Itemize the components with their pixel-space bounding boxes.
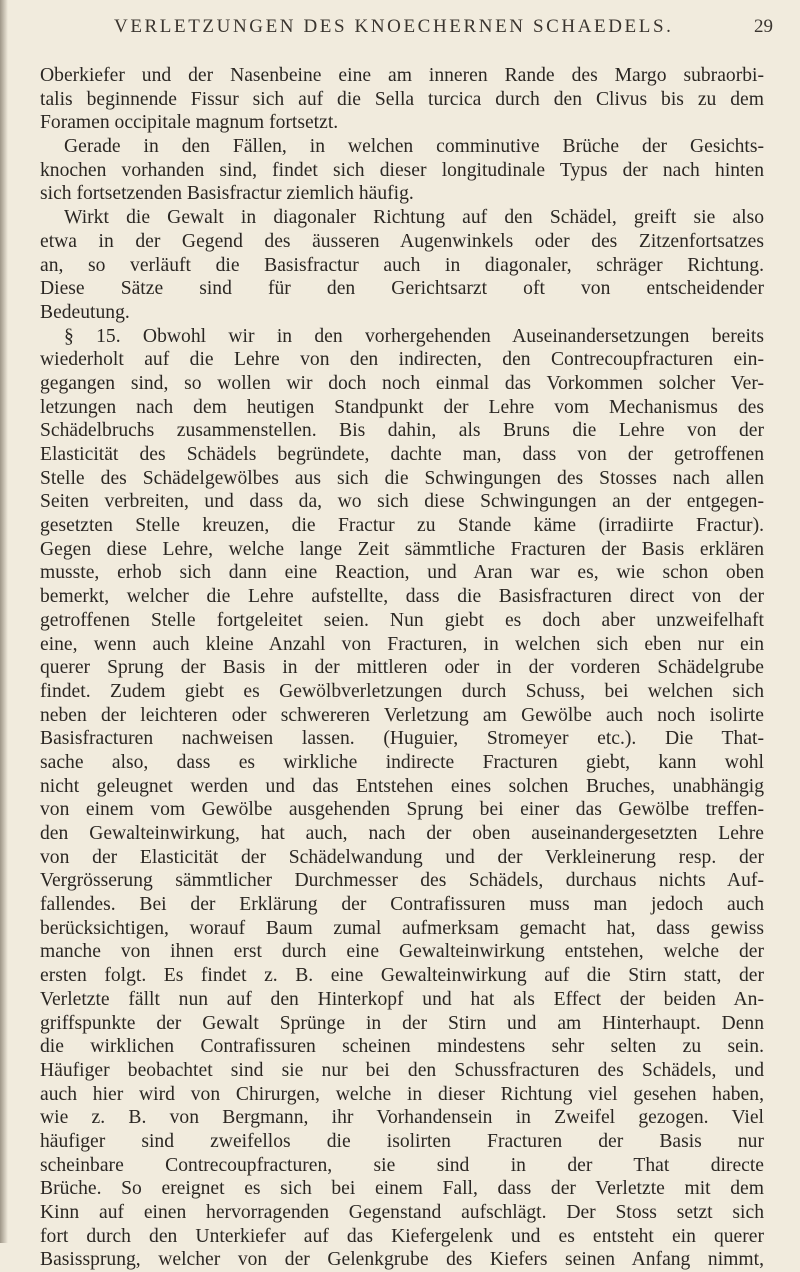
text-line: Vergrösserung sämmtlicher Durchmesser des Schädels, durchaus nichts Auf- [40,870,764,892]
text-line: Verletzte fällt nun auf den Hinterkopf und hat als Effect der beiden An- [40,988,764,1010]
body-text [40,64,764,1272]
text-line: berücksichtigen, worauf Baum zumal aufmerksam gemacht hat, dass gewiss [40,917,764,939]
text-line: Basissprung, welcher von der Gelenkgrube des Kiefers seinen Anfang nimmt, [40,1249,764,1271]
text-line: sich fortsetzenden Basisfractur ziemlich häufig. [40,183,414,205]
text-line: von der Elasticität der Schädelwandung und der Verkleinerung resp. der [40,846,764,868]
text-line: Foramen occipitale magnum fortsetzt. [40,112,339,134]
text-line: scheinbare Contrecoupfracturen, sie sind in der That directe [40,1154,764,1176]
text-line: häufiger sind zweifellos die isolirten Fracturen der Basis nur [40,1130,764,1152]
text-line: die wirklichen Contrafissuren scheinen mindestens sehr selten zu sein. [40,1036,764,1058]
text-line: Kinn auf einen hervorragenden Gegenstand aufschlägt. Der Stoss setzt sich [40,1202,764,1223]
text-line: Häufiger beobachtet sind sie nur bei den Schussfracturen des Schädels, und [40,1059,764,1081]
running-head [0,16,800,42]
text-line: musste, erhob sich dann eine Reaction, und Aran war es, wie schon oben [40,562,764,584]
text-line: § 15. Obwohl wir in den vorhergehenden Auseinandersetzungen bereits [64,325,764,347]
text-line: Seiten verbreiten, und dass da, wo sich diese Schwingungen an der entgegen- [40,491,764,513]
text-line: griffspunkte der Gewalt Sprünge in der Stirn und am Hinterhaupt. Denn [40,1012,764,1034]
text-line: Elasticität des Schädels begründete, dachte man, dass von der getroffenen [40,444,764,465]
text-line: Diese Sätze sind für den Gerichtsarzt oft von entscheidender [40,278,764,300]
text-line: gesetzten Stelle kreuzen, die Fractur zu Stande käme (irradiirte Fractur). [40,515,764,537]
text-line: wie z. B. von Bergmann, ihr Vorhandensein in Zweifel gezogen. Viel [40,1107,764,1129]
text-line: knochen vorhanden sind, findet sich dieser longitudinale Typus der nach hinten [40,159,764,181]
text-line: ersten folgt. Es findet z. B. eine Gewalteinwirkung auf die Stirn statt, der [40,965,764,987]
text-line: talis beginnende Fissur sich auf die Sella turcica durch den Clivus bis zu dem [40,88,764,110]
text-line: gegangen sind, so wollen wir doch noch einmal das Vorkommen solcher Ver- [40,372,764,394]
page-number: 29 [754,16,773,37]
text-line: Oberkiefer und der Nasenbeine eine am inneren Rande des Margo subraorbi- [40,65,764,86]
text-line: etwa in der Gegend des äusseren Augenwinkels oder des Zitzenfortsatzes [40,230,764,252]
text-line: eine, wenn auch kleine Anzahl von Fracturen, in welchen sich eben nur ein [40,633,764,655]
text-line: getroffenen Stelle fortgeleitet seien. Nun giebt es doch aber unzweifelhaft [40,609,764,631]
text-line: fallendes. Bei der Erklärung der Contrafissuren muss man jedoch auch [40,894,764,916]
text-line: auch hier wird von Chirurgen, welche in dieser Richtung viel gesehen haben, [40,1083,764,1105]
text-line: Gegen diese Lehre, welche lange Zeit sämmtliche Fracturen der Basis erklären [40,538,764,560]
text-line: manche von ihnen erst durch eine Gewalteinwirkung entstehen, welche der [40,941,764,963]
text-line: Brüche. So ereignet es sich bei einem Fall, dass der Verletzte mit dem [40,1178,764,1200]
text-line: Gerade in den Fällen, in welchen comminutive Brüche der Gesichts- [64,136,764,158]
running-title: VERLETZUNGEN DES KNOECHERNEN SCHAEDELS. [114,16,674,37]
text-line: bemerkt, welcher die Lehre aufstellte, dass die Basisfracturen direct von der [40,586,764,608]
text-line: Schädelbruchs zusammenstellen. Bis dahin, als Bruns die Lehre von der [40,420,764,442]
text-line: neben der leichteren oder schwereren Verletzung am Gewölbe auch noch isolirte [40,704,764,726]
text-line: an, so verläuft die Basisfractur auch in diagonaler, schräger Richtung. [40,254,764,276]
text-line: wiederholt auf die Lehre von den indirecten, den Contrecoupfracturen ein- [40,349,764,371]
text-line: sache also, dass es wirkliche indirecte Fracturen giebt, kann wohl [40,751,764,773]
text-line: fort durch den Unterkiefer auf das Kiefergelenk und es entsteht ein querer [40,1225,764,1247]
page-edge-shadow [0,0,8,1243]
text-line: querer Sprung der Basis in der mittleren oder in der vorderen Schädelgrube [40,657,764,679]
text-line: den Gewalteinwirkung, hat auch, nach der oben auseinandergesetzten Lehre [40,823,764,844]
text-line: von einem vom Gewölbe ausgehenden Sprung bei einer das Gewölbe treffen- [40,799,764,821]
text-line: Stelle des Schädelgewölbes aus sich die Schwingungen des Stosses nach allen [40,467,764,489]
text-line: findet. Zudem giebt es Gewölbverletzungen durch Schuss, bei welchen sich [40,680,764,702]
text-line: Bedeutung. [40,301,130,323]
text-line: letzungen nach dem heutigen Standpunkt der Lehre vom Mechanismus des [40,396,764,418]
text-line: nicht geleugnet werden und das Entstehen eines solchen Bruches, unabhängig [40,775,764,797]
text-line: Wirkt die Gewalt in diagonaler Richtung auf den Schädel, greift sie also [64,207,764,229]
text-line: Basisfracturen nachweisen lassen. (Huguier, Stromeyer etc.). Die That- [40,728,764,750]
